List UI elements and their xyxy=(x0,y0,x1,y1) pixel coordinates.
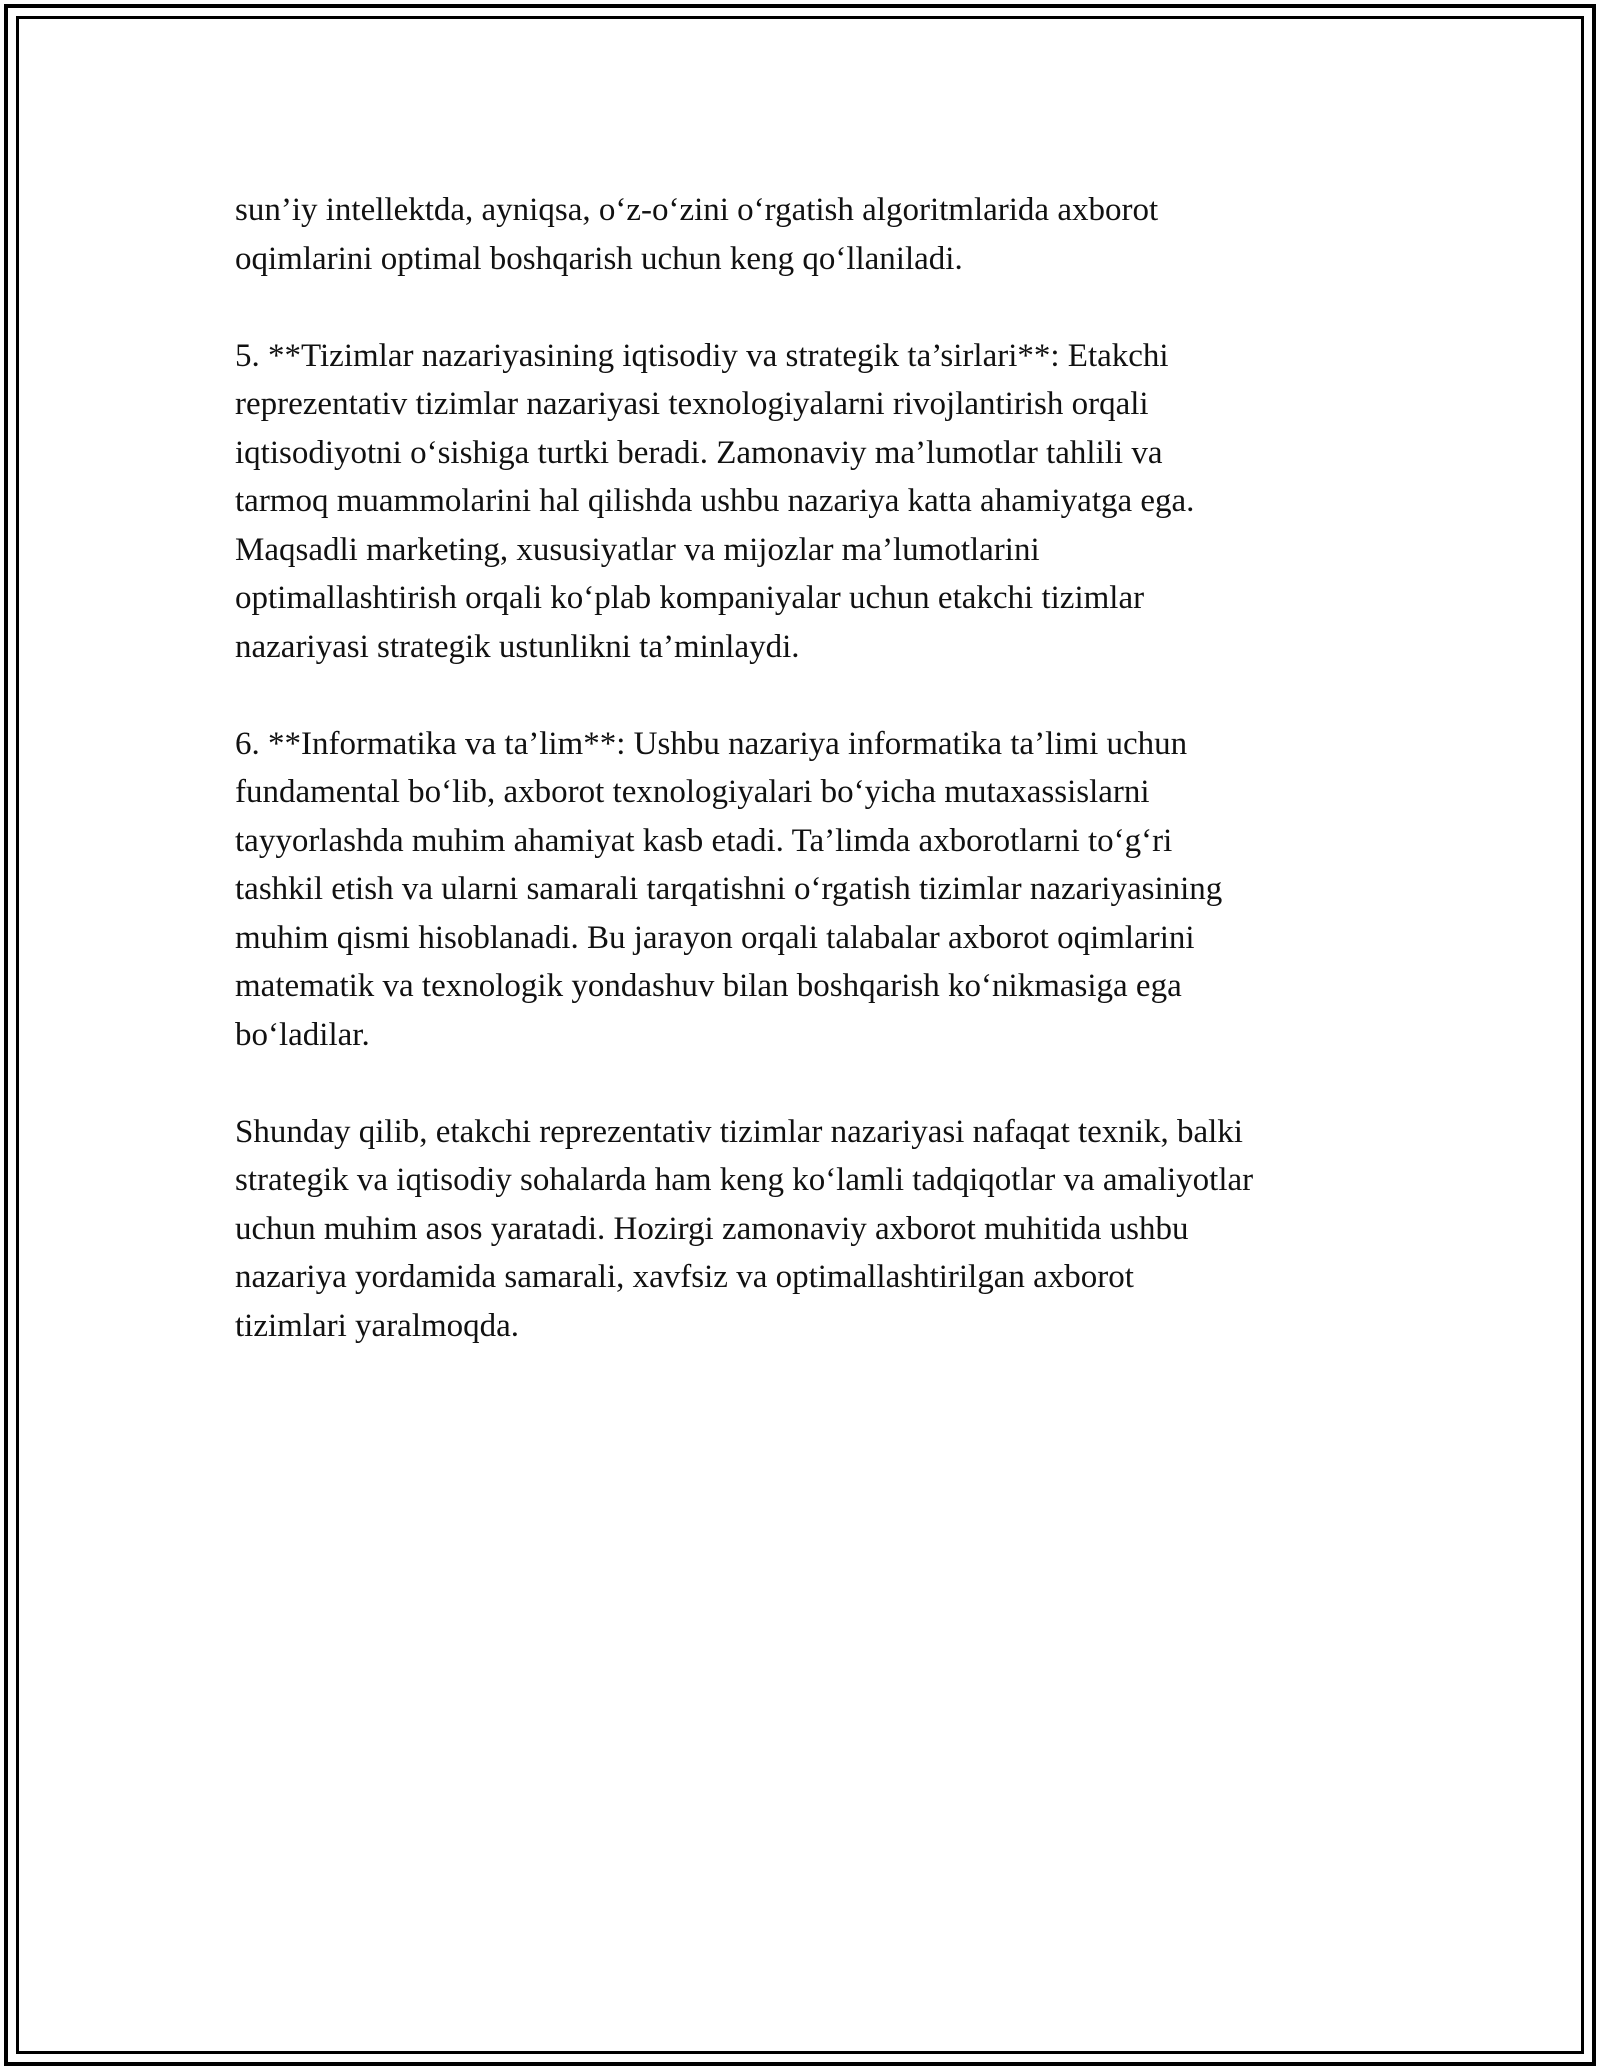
paragraph-ai-usage xyxy=(235,186,1385,283)
text-line: 5. **Tizimlar nazariyasining iqtisodiy va strategik ta’sirlari**: Etakchi xyxy=(235,337,1169,374)
text-line: uchun muhim asos yaratadi. Hozirgi zamonaviy axborot muhitida ushbu xyxy=(235,1210,1189,1247)
text-line: optimallashtirish orqali ko‘plab kompaniyalar uchun etakchi tizimlar xyxy=(235,580,1145,616)
text-line: tayyorlashda muhim ahamiyat kasb etadi. Ta’limda axborotlarni to‘g‘ri xyxy=(235,822,1173,859)
text-line: tashkil etish va ularni samarali tarqatishni o‘rgatish tizimlar nazariyasining xyxy=(235,871,1223,907)
text-line: nazariyasi strategik ustunlikni ta’minlaydi. xyxy=(235,628,800,665)
text-line: strategik va iqtisodiy sohalarda ham keng ko‘lamli tadqiqotlar va amaliyotlar xyxy=(235,1162,1254,1198)
text-line: Maqsadli marketing, xususiyatlar va mijozlar ma’lumotlarini xyxy=(235,531,1040,568)
document-body xyxy=(235,186,1385,1399)
text-line: oqimlarini optimal boshqarish uchun keng qo‘llaniladi. xyxy=(235,240,963,277)
text-line: iqtisodiyotni o‘sishiga turtki beradi. Zamonaviy ma’lumotlar tahlili va xyxy=(235,434,1163,471)
paragraph-economic-impact xyxy=(235,332,1385,672)
text-line: tarmoq muammolarini hal qilishda ushbu nazariya katta ahamiyatga ega. xyxy=(235,483,1195,519)
text-line: tizimlari yaralmoqda. xyxy=(235,1307,520,1344)
text-line: sun’iy intellektda, ayniqsa, o‘z-o‘zini o‘rgatish algoritmlarida axborot xyxy=(235,192,1159,228)
text-line: muhim qismi hisoblanadi. Bu jarayon orqali talabalar axborot oqimlarini xyxy=(235,919,1195,956)
paragraph-informatics-education xyxy=(235,720,1385,1060)
text-line: fundamental bo‘lib, axborot texnologiyalari bo‘yicha mutaxassislarni xyxy=(235,774,1150,810)
paragraph-conclusion xyxy=(235,1108,1385,1351)
text-line: reprezentativ tizimlar nazariyasi texnologiyalarni rivojlantirish orqali xyxy=(235,386,1149,422)
text-line: nazariya yordamida samarali, xavfsiz va optimallashtirilgan axborot xyxy=(235,1259,1134,1295)
text-line: matematik va texnologik yondashuv bilan boshqarish ko‘nikmasiga ega xyxy=(235,968,1182,1004)
text-line: Shunday qilib, etakchi reprezentativ tizimlar nazariyasi nafaqat texnik, balki xyxy=(235,1113,1243,1150)
text-line: 6. **Informatika va ta’lim**: Ushbu nazariya informatika ta’limi uchun xyxy=(235,725,1188,762)
text-line: bo‘ladilar. xyxy=(235,1016,370,1053)
